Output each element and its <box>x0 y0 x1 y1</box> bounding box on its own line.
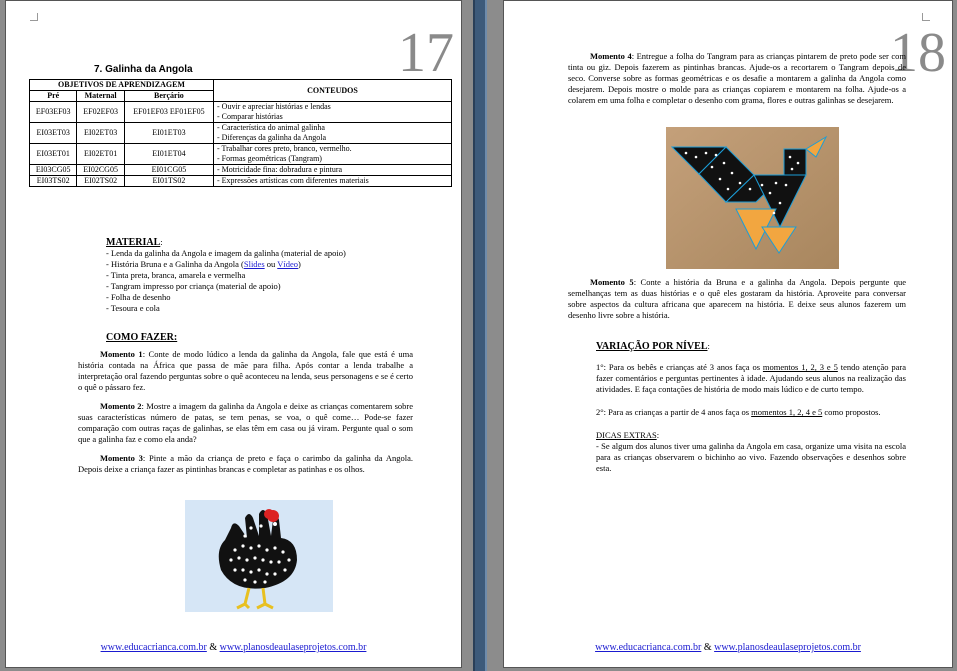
variacao-text: 2°: Para as crianças a partir de 4 anos faça os <box>596 407 752 417</box>
content-line: - Característica do animal galinha <box>217 123 325 132</box>
cell-maternal: EI02ET01 <box>77 144 124 165</box>
page-17 <box>5 0 462 668</box>
como-fazer-heading: COMO FAZER: <box>106 332 178 343</box>
momento-text: : Entregue a folha do Tangram para as crianças pintarem de preto pode ser com tinta ou giz. Depois fazerem as pintinhas brancas. Ajude-os a recortarem o Tangram depois de seco. Converse sobre as formas geométricas e os desafie a montarem a galinha da Angola como desejarem. Depois mostre o molde para as crianças copiarem e montarem na folha. Ajude-os a colarem em uma folha e completar o desenho com grama, flores e outras galinhas se desejarem. <box>568 51 906 105</box>
material-text: ou <box>264 259 278 269</box>
cell-contents: - Motricidade fina: dobradura e pintura <box>214 165 452 176</box>
momento-text: : Conte a história da Bruna e a galinha da Angola. Depois pergunte que semelhanças tem as duas histórias e o quê eles gostaram da história. Aproveite para conversar sobre aspectos da cultura africana que aparecem na história. E deixe seus alunos fazerem um desenho livre sobre a história. <box>568 277 907 320</box>
cell-contents <box>214 102 452 123</box>
cell-contents: - Expressões artísticas com diferentes materiais <box>214 176 452 187</box>
section-title: 7. Galinha da Angola <box>94 64 193 75</box>
variacao-text: tendo atenção para fazer comentários e perguntas pertinentes à idade. Ajudando seus alunos na realização das atividades. E faça contações de história de modo mais lúdico e de curto tempo. <box>596 362 906 394</box>
momento-label: Momento 3 <box>100 453 143 463</box>
material-section <box>106 237 416 314</box>
cell-bercario: EI01TS02 <box>124 176 213 187</box>
momento-text: : Conte de modo lúdico a lenda da galinha da Angola, fale que está é uma história contada na África que passa de mãe para filha. Após contar a lenda trabalhe a interpretação oral fazendo perguntas sobre o quê aconteceu na lenda, seus personagens e se é certo o quê o pássaro fez. <box>78 349 413 392</box>
variacao-heading: VARIAÇÃO POR NÍVEL <box>596 341 708 352</box>
planosdeaula-link[interactable]: www.planosdeaulaseprojetos.com.br <box>219 642 367 653</box>
momento-label: Momento 4 <box>590 51 632 61</box>
como-fazer-section <box>78 332 413 483</box>
page-18 <box>503 0 953 668</box>
cell-maternal: EI02TS02 <box>77 176 124 187</box>
material-item <box>106 259 416 270</box>
cell-pre: EF03EF03 <box>30 102 77 123</box>
tangram-hen-photo <box>666 127 839 269</box>
variacao-text: como propostos. <box>822 407 881 417</box>
cell-pre: EI03ET01 <box>30 144 77 165</box>
educacrianca-link[interactable]: www.educacrianca.com.br <box>595 642 702 653</box>
material-item: - Tesoura e cola <box>106 303 160 313</box>
cell-maternal: EF02EF03 <box>77 102 124 123</box>
video-link[interactable]: Vídeo <box>277 259 299 269</box>
handprint-hen-photo <box>185 500 333 612</box>
material-item: - Tangram impresso por criança (material de apoio) <box>106 281 281 291</box>
page-corner-mark <box>30 13 38 21</box>
table-row <box>30 144 452 165</box>
cell-pre: EI03CG05 <box>30 165 77 176</box>
content-line: - Formas geométricas (Tangram) <box>217 154 322 163</box>
variacao-text: 1°: Para os bebês e crianças até 3 anos faça os <box>596 362 763 372</box>
momento-5-block <box>568 277 906 329</box>
variacao-heading-line: VARIAÇÃO POR NÍVEL: <box>596 341 710 352</box>
material-heading: MATERIAL <box>106 237 161 248</box>
contents-header: CONTEUDOS <box>214 80 452 102</box>
momento-3 <box>78 453 413 475</box>
cell-pre: EI03TS02 <box>30 176 77 187</box>
cell-bercario: EI01CG05 <box>124 165 213 176</box>
educacrianca-link[interactable]: www.educacrianca.com.br <box>100 642 207 653</box>
momento-label: Momento 1 <box>100 349 143 359</box>
content-line: - Trabalhar cores preto, branco, vermelho. <box>217 144 352 153</box>
momento-1 <box>78 349 413 393</box>
col-maternal: Maternal <box>77 91 124 102</box>
table-row <box>30 102 452 123</box>
table-row <box>30 123 452 144</box>
dicas-heading-line: DICAS EXTRAS: <box>596 430 660 440</box>
momento-text: : Pinte a mão da criança de preto e faça o carimbo da galinha da Angola. Depois deixe a criança fazer as pintinhas brancas e completar as patinhas e os olhos. <box>78 453 413 474</box>
momento-label: Momento 5 <box>590 277 634 287</box>
handprint-hen-illustration <box>185 500 333 612</box>
momento-2 <box>78 401 413 445</box>
material-item: - Folha de desenho <box>106 292 171 302</box>
content-line: - Diferenças da galinha da Angola <box>217 133 327 142</box>
material-text: ) <box>298 259 301 269</box>
material-item: - Lenda da galinha da Angola e imagem da galinha (material de apoio) <box>106 248 346 258</box>
variacao-momentos: momentos 1, 2, 4 e 5 <box>751 407 823 417</box>
slides-link[interactable]: Slides <box>243 259 265 269</box>
variacao-section <box>596 341 906 474</box>
como-fazer-heading-line <box>78 332 413 343</box>
variacao-2 <box>596 407 906 418</box>
page-footer <box>6 642 461 653</box>
col-bercario: Berçário <box>124 91 213 102</box>
variacao-momentos: momentos 1, 2, 3 e 5 <box>762 362 838 372</box>
page-footer <box>504 642 952 653</box>
momento-5 <box>568 277 906 321</box>
table-row <box>30 176 452 187</box>
content-line: - Comparar histórias <box>217 112 283 121</box>
planosdeaula-link[interactable]: www.planosdeaulaseprojetos.com.br <box>714 642 861 653</box>
page-corner-mark <box>922 13 930 21</box>
col-pre: Pré <box>30 91 77 102</box>
cell-contents <box>214 123 452 144</box>
dicas-heading: DICAS EXTRAS <box>596 430 657 440</box>
material-item: - Tinta preta, branca, amarela e vermelha <box>106 270 246 280</box>
momento-4 <box>568 51 906 106</box>
dicas-text: - Se algum dos alunos tiver uma galinha da Angola em casa, organize uma visita na escola para as crianças observarem o bichinho ao vivo. Fazendo observações e desenhos sobre esta. <box>596 441 906 473</box>
page-number: 18 <box>890 22 946 84</box>
objectives-table <box>29 79 452 187</box>
momento-4-block <box>568 51 906 114</box>
content-line: - Ouvir e apreciar histórias e lendas <box>217 102 331 111</box>
momento-text: : Mostre a imagem da galinha da Angola e deixe as crianças comentarem sobre suas características número de patas, se tem penas, se voa, o quê come… Pode-se fazer comparação com outras raças de galinhas, se elas têm em casa ou já viram. Pergunte qual o som que a galinha faz e como ela anda? <box>78 401 413 444</box>
material-heading-line: MATERIAL: <box>106 237 163 248</box>
cell-bercario: EI01ET03 <box>124 123 213 144</box>
cell-bercario: EF01EF03 EF01EF05 <box>124 102 213 123</box>
cell-contents <box>214 144 452 165</box>
momento-label: Momento 2 <box>100 401 142 411</box>
cell-bercario: EI01ET04 <box>124 144 213 165</box>
variacao-1 <box>596 362 906 395</box>
cell-maternal: EI02CG05 <box>77 165 124 176</box>
material-text: - História Bruna e a Galinha da Angola ( <box>106 259 244 269</box>
page-number: 17 <box>398 22 454 84</box>
tangram-hen-illustration <box>666 127 839 269</box>
footer-separator: & <box>701 642 715 653</box>
cell-pre: EI03ET03 <box>30 123 77 144</box>
cell-maternal: EI02ET03 <box>77 123 124 144</box>
table-row <box>30 165 452 176</box>
page-gutter <box>473 0 487 671</box>
objectives-header: OBJETIVOS DE APRENDIZAGEM <box>30 80 214 91</box>
footer-separator: & <box>206 642 220 653</box>
